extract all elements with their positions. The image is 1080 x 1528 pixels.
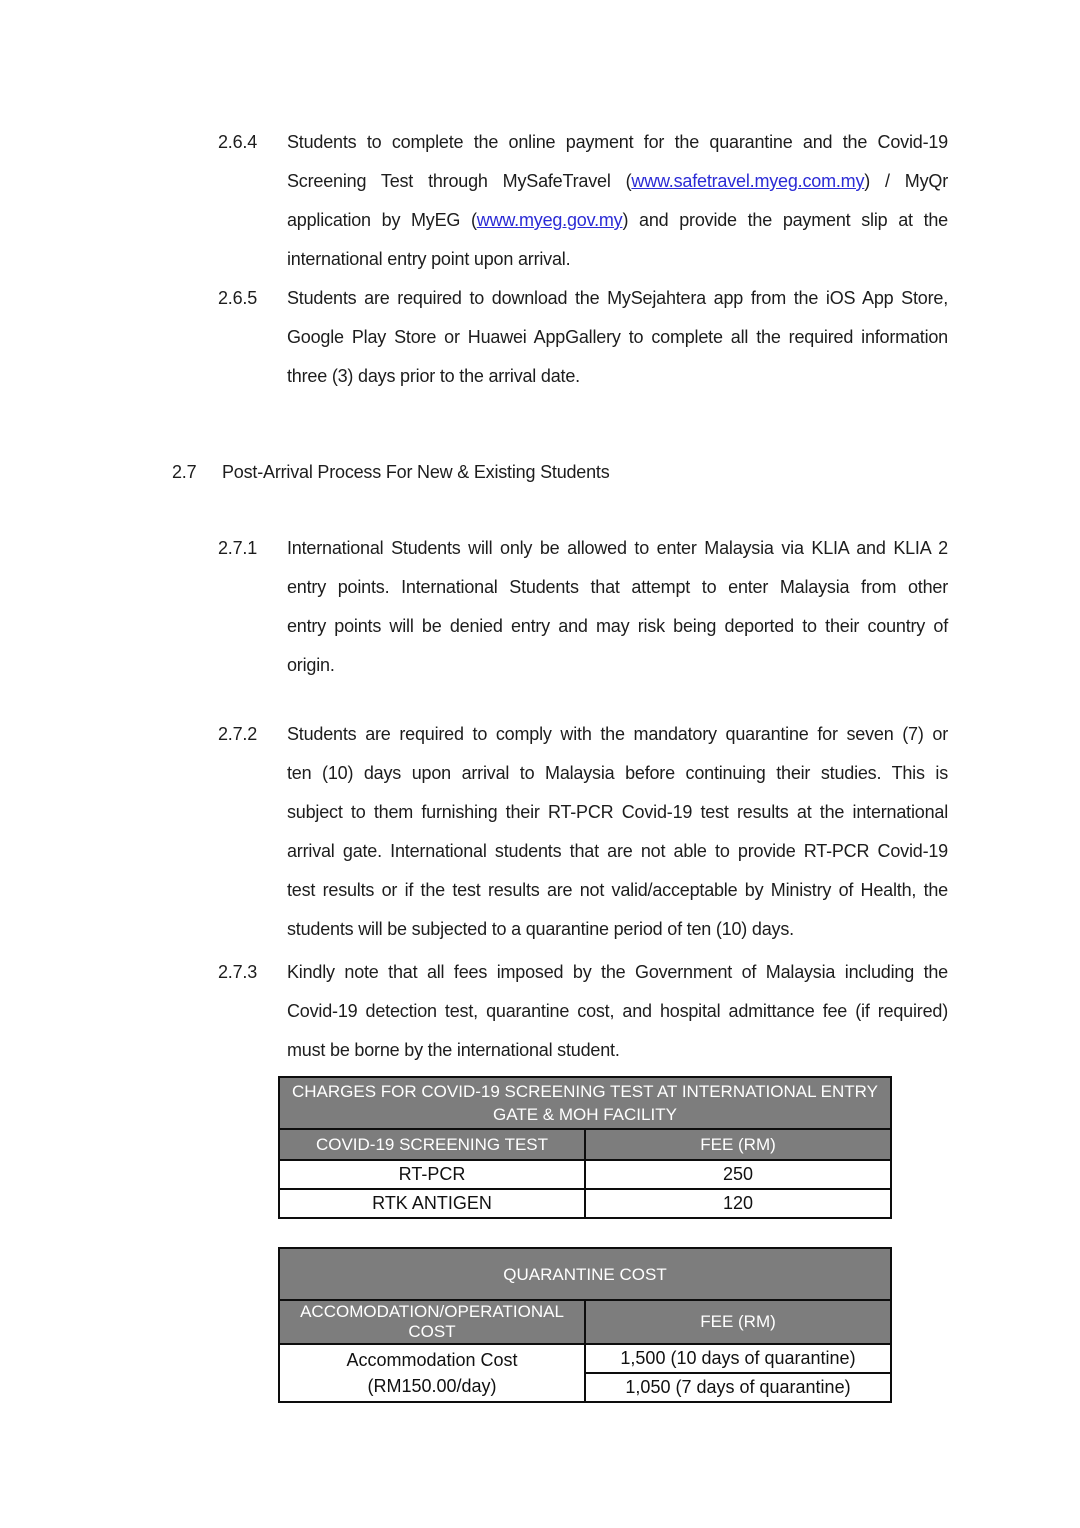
text-line xyxy=(287,715,948,754)
text-segment: Covid-19 detection test, quarantine cost, and hospital admittance fee (if required) xyxy=(287,1001,948,1021)
table-title-line: GATE & MOH FACILITY xyxy=(493,1105,677,1124)
link-myeg[interactable]: www.myeg.gov.my xyxy=(476,210,623,230)
list-item-2-6-4 xyxy=(218,123,948,279)
text-segment: entry points. International Students that attempt to enter Malaysia from other xyxy=(287,577,948,597)
text-segment: must be borne by the international student. xyxy=(287,1040,620,1060)
text-segment: test results or if the test results are not valid/acceptable by Ministry of Health, the xyxy=(287,880,948,900)
table-cell-fee: 1,050 (7 days of quarantine) xyxy=(585,1373,891,1402)
list-item-2-7-2 xyxy=(218,715,948,949)
heading-number: 2.7 xyxy=(172,462,197,482)
item-number: 2.7.2 xyxy=(218,724,258,744)
text-line xyxy=(287,607,948,646)
table-cell-line: (RM150.00/day) xyxy=(367,1376,497,1396)
text-segment: students will be subjected to a quarantine period of ten (10) days. xyxy=(287,919,794,939)
text-line xyxy=(287,201,948,240)
table-cell: RTK ANTIGEN xyxy=(279,1189,585,1218)
item-number: 2.6.5 xyxy=(218,288,258,308)
section-heading-2-7 xyxy=(172,453,1080,492)
text-line xyxy=(287,910,948,949)
table-row xyxy=(279,1189,891,1218)
table-cell-line: Accommodation Cost xyxy=(346,1350,518,1370)
list-item-2-7-1 xyxy=(218,529,948,685)
text-line xyxy=(287,646,948,685)
text-line xyxy=(287,357,948,396)
text-line xyxy=(287,279,948,318)
quarantine-table xyxy=(278,1247,892,1403)
text-segment: international entry point upon arrival. xyxy=(287,249,571,269)
heading-title: Post-Arrival Process For New & Existing Students xyxy=(222,462,610,482)
column-header-fee: FEE (RM) xyxy=(585,1129,891,1160)
charges-table xyxy=(278,1076,892,1219)
table-cell-fee: 1,500 (10 days of quarantine) xyxy=(585,1344,891,1373)
text-line xyxy=(287,953,948,992)
text-segment: ) and provide the payment slip at the xyxy=(622,210,948,230)
text-line xyxy=(287,568,948,607)
table-cell: 250 xyxy=(585,1160,891,1189)
text-segment: Kindly note that all fees imposed by the Government of Malaysia including the xyxy=(287,962,948,982)
text-line xyxy=(287,318,948,357)
item-text xyxy=(287,279,948,396)
text-segment: ) / MyQr xyxy=(864,171,948,191)
text-segment: subject to them furnishing their RT-PCR Covid-19 test results at the international xyxy=(287,802,948,822)
item-number: 2.7.1 xyxy=(218,538,258,558)
list-item-2-6-5 xyxy=(218,279,948,396)
text-segment: application by MyEG ( xyxy=(287,210,477,230)
table-cell: 120 xyxy=(585,1189,891,1218)
text-line xyxy=(287,1031,948,1070)
table-cell-accommodation xyxy=(279,1344,585,1402)
text-line xyxy=(287,162,948,201)
text-segment: International Students will only be allowed to enter Malaysia via KLIA and KLIA 2 xyxy=(287,538,948,558)
table-title: QUARANTINE COST xyxy=(279,1248,891,1300)
text-line xyxy=(287,832,948,871)
text-segment: Students to complete the online payment for the quarantine and the Covid-19 xyxy=(287,132,948,152)
text-segment: ten (10) days upon arrival to Malaysia before continuing their studies. This is xyxy=(287,763,948,783)
table-title-line: CHARGES FOR COVID-19 SCREENING TEST AT INTERNATIONAL ENTRY xyxy=(292,1082,878,1101)
table-row xyxy=(279,1344,891,1373)
text-segment: Screening Test through MySafeTravel ( xyxy=(287,171,632,191)
text-segment: origin. xyxy=(287,655,335,675)
table-title xyxy=(279,1077,891,1129)
text-segment: Students are required to download the MySejahtera app from the iOS App Store, xyxy=(287,288,948,308)
list-item-2-7-3 xyxy=(218,953,948,1070)
text-segment: Students are required to comply with the mandatory quarantine for seven (7) or xyxy=(287,724,948,744)
column-header-accommodation: ACCOMODATION/OPERATIONAL COST xyxy=(279,1300,585,1344)
text-segment: entry points will be denied entry and may risk being deported to their country of xyxy=(287,616,948,636)
item-text xyxy=(287,123,948,279)
text-line xyxy=(287,871,948,910)
column-header-fee: FEE (RM) xyxy=(585,1300,891,1344)
item-text xyxy=(287,529,948,685)
table-cell: RT-PCR xyxy=(279,1160,585,1189)
item-number: 2.6.4 xyxy=(218,132,258,152)
text-line xyxy=(287,992,948,1031)
text-line xyxy=(287,240,948,279)
link-safetravel[interactable]: www.safetravel.myeg.com.my xyxy=(631,171,865,191)
text-segment: Google Play Store or Huawei AppGallery to complete all the required information xyxy=(287,327,948,347)
text-segment: arrival gate. International students that are not able to provide RT-PCR Covid-19 xyxy=(287,841,948,861)
text-line xyxy=(287,754,948,793)
text-line xyxy=(287,123,948,162)
item-number: 2.7.3 xyxy=(218,962,258,982)
item-text xyxy=(287,715,948,949)
table-row xyxy=(279,1160,891,1189)
text-segment: three (3) days prior to the arrival date. xyxy=(287,366,580,386)
column-header-test: COVID-19 SCREENING TEST xyxy=(279,1129,585,1160)
text-line xyxy=(287,529,948,568)
item-text xyxy=(287,953,948,1070)
text-line xyxy=(287,793,948,832)
